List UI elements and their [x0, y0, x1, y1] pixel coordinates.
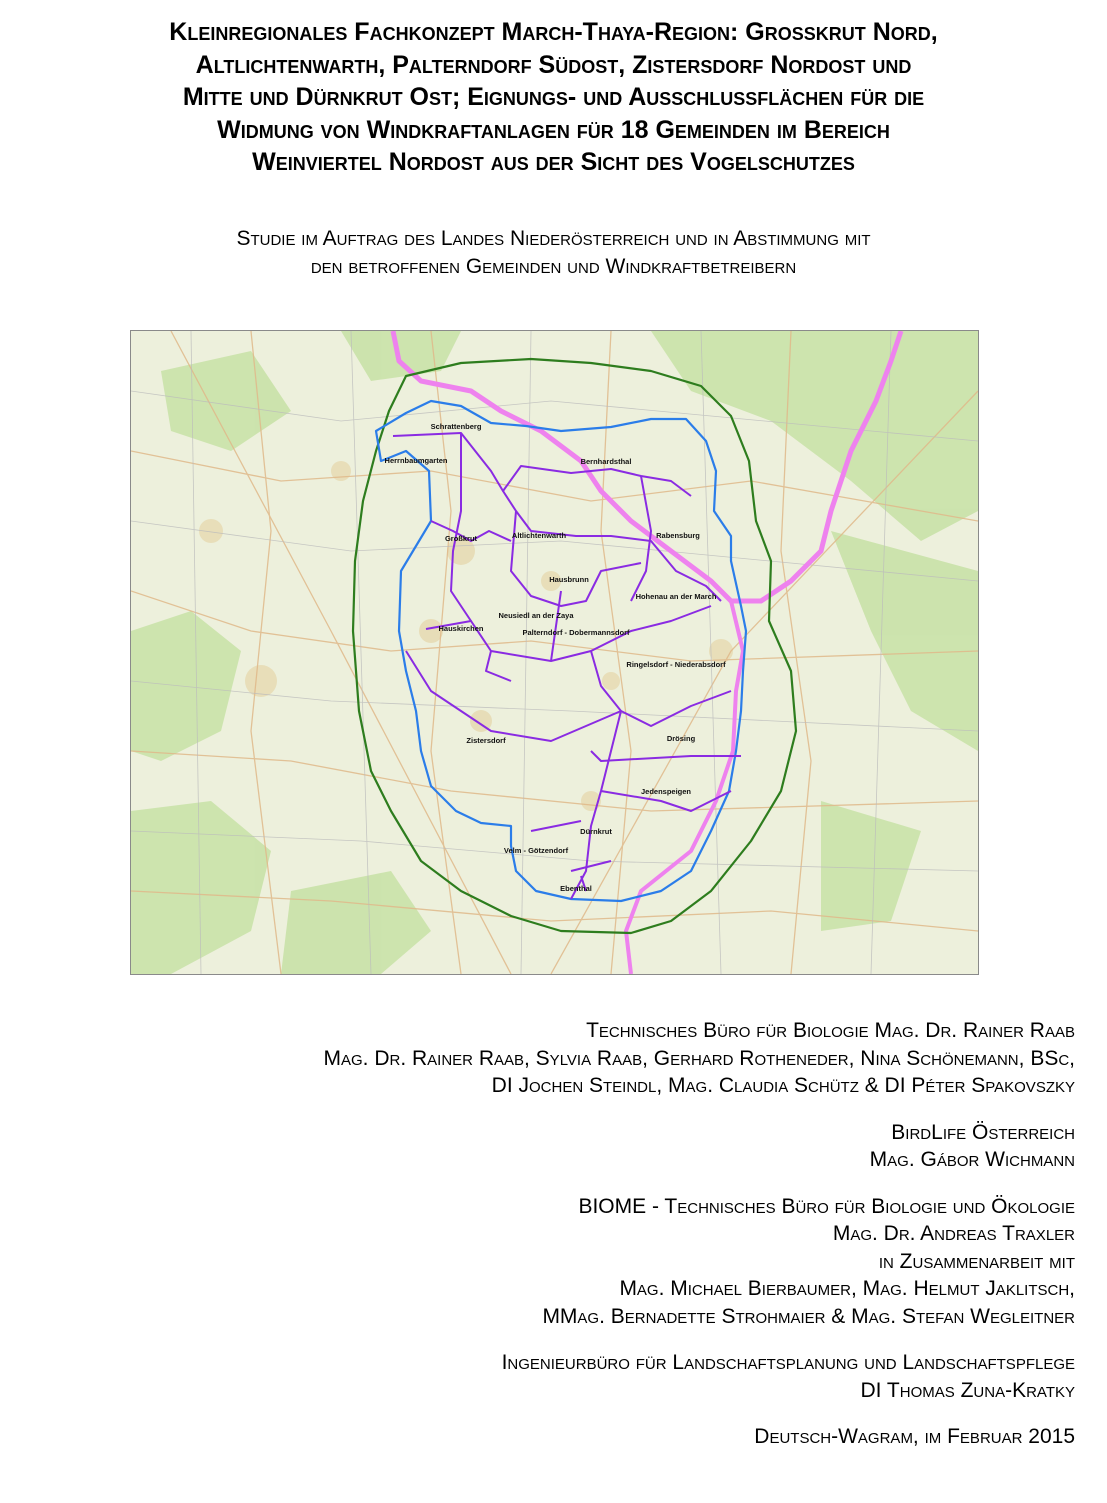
credit-line: BIOME - Technisches Büro für Biologie und Ökologie — [578, 1194, 1075, 1218]
label-hohenau-an-der-march: Hohenau an der March — [635, 592, 717, 601]
label-droesing: Drösing — [666, 734, 696, 743]
credit-line: Technisches Büro für Biologie Mag. Dr. Rainer Raab — [586, 1019, 1075, 1042]
credit-line: Mag. Dr. Rainer Raab, Sylvia Raab, Gerhard Rotheneder, Nina Schönemann, BSc, — [323, 1046, 1075, 1070]
label-bernhardsthal: Bernhardsthal — [580, 457, 632, 466]
label-altlichtenwarth: Altlichtenwarth — [511, 531, 567, 540]
title-line: Widmung von Windkraftanlagen für 18 Gemeinden im Bereich — [217, 115, 890, 144]
label-jedenspeigen: Jedenspeigen — [640, 787, 692, 796]
credit-line: Mag. Gábor Wichmann — [869, 1148, 1075, 1171]
label-zistersdorf: Zistersdorf — [466, 736, 506, 745]
title-line: Kleinregionales Fachkonzept March-Thaya-Region: Großkrut Nord, — [169, 18, 938, 46]
label-herrnbaumgarten: Herrnbaumgarten — [384, 456, 448, 465]
subtitle-line: den betroffenen Gemeinden und Windkraftbetreibern — [310, 255, 797, 278]
label-ringelsdorf-niederabsdorf: Ringelsdorf - Niederabsdorf — [626, 660, 726, 669]
credit-block — [15, 1423, 1075, 1451]
label-rabensburg: Rabensburg — [656, 531, 700, 540]
credit-block — [15, 1119, 1075, 1174]
document-title — [20, 16, 1087, 179]
label-palterndorf-dobermannsdorf: Palterndorf - Dobermannsdorf — [522, 628, 630, 637]
label-hauskirchen: Hauskirchen — [438, 624, 484, 633]
credit-block — [15, 1017, 1075, 1100]
label-grosskrut: Großkrut — [444, 534, 478, 543]
credit-line: BirdLife Österreich — [891, 1120, 1075, 1144]
label-schrattenberg: Schrattenberg — [430, 422, 482, 431]
label-neusiedl-an-der-zaya: Neusiedl an der Zaya — [498, 611, 574, 620]
credit-line: Mag. Michael Bierbaumer, Mag. Helmut Jaklitsch, — [619, 1277, 1075, 1300]
label-duernkrut: Dürnkrut — [580, 827, 612, 836]
label-velm-goetzendorf: Velm - Götzendorf — [503, 846, 569, 855]
label-hausbrunn: Hausbrunn — [549, 575, 589, 584]
credit-line: DI Thomas Zuna-Kratky — [860, 1378, 1075, 1402]
credit-line: Deutsch-Wagram, im Februar 2015 — [754, 1425, 1075, 1448]
credit-block — [15, 1193, 1075, 1331]
credits-section — [15, 1017, 1075, 1470]
credit-line: in Zusammenarbeit mit — [878, 1249, 1075, 1273]
credit-line: Ingenieurbüro für Landschaftsplanung und Landschaftspflege — [501, 1351, 1075, 1374]
study-area-map — [130, 330, 979, 975]
title-line: Weinviertel Nordost aus der Sicht des Vogelschutzes — [252, 148, 855, 176]
label-ebenthal: Ebenthal — [560, 884, 592, 893]
credit-line: MMag. Bernadette Strohmaier & Mag. Stefan Wegleitner — [542, 1304, 1075, 1328]
map-canvas — [131, 331, 978, 974]
credit-block — [15, 1349, 1075, 1404]
subtitle-line: Studie im Auftrag des Landes Niederösterreich und in Abstimmung mit — [236, 227, 871, 250]
title-line: Mitte und Dürnkrut Ost; Eignungs- und Ausschlussflächen für die — [182, 83, 925, 111]
document-subtitle — [20, 225, 1087, 281]
credit-line: DI Jochen Steindl, Mag. Claudia Schütz & DI Péter Spakovszky — [491, 1074, 1075, 1097]
credit-line: Mag. Dr. Andreas Traxler — [832, 1222, 1075, 1245]
title-line: Altlichtenwarth, Palterndorf Südost, Zistersdorf Nordost und — [195, 50, 912, 79]
